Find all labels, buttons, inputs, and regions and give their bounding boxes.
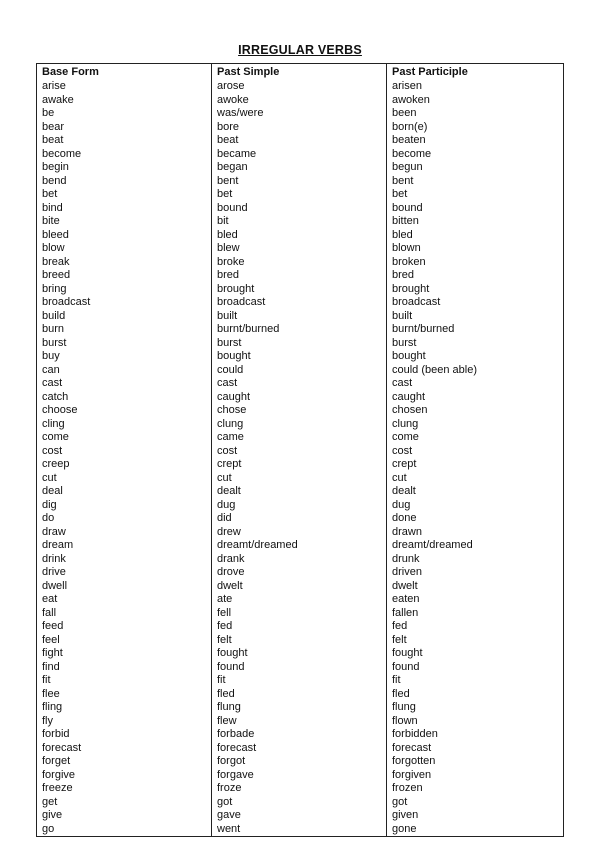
table-row (37, 188, 564, 202)
base-form-cell: arise (37, 80, 212, 94)
past-participle-cell: forgiven (387, 769, 564, 783)
base-form-cell: drink (37, 553, 212, 567)
page-title: IRREGULAR VERBS (238, 43, 362, 57)
past-participle-cell: could (been able) (387, 364, 564, 378)
past-simple-cell: fell (212, 607, 387, 621)
base-form-cell: fight (37, 647, 212, 661)
base-form-cell: bite (37, 215, 212, 229)
table-row (37, 769, 564, 783)
table-row (37, 418, 564, 432)
past-participle-cell: dug (387, 499, 564, 513)
table-row (37, 661, 564, 675)
past-participle-cell: fallen (387, 607, 564, 621)
table-row (37, 458, 564, 472)
irregular-verbs-table (36, 63, 564, 837)
base-form-cell: bind (37, 202, 212, 216)
past-participle-cell: drunk (387, 553, 564, 567)
past-participle-cell: bought (387, 350, 564, 364)
base-form-cell: forbid (37, 728, 212, 742)
base-form-cell: forgive (37, 769, 212, 783)
past-participle-cell: driven (387, 566, 564, 580)
past-simple-cell: caught (212, 391, 387, 405)
past-participle-cell: dreamt/dreamed (387, 539, 564, 553)
past-simple-cell: flung (212, 701, 387, 715)
past-participle-cell: beaten (387, 134, 564, 148)
past-simple-cell: dreamt/dreamed (212, 539, 387, 553)
table-row (37, 337, 564, 351)
table-row (37, 472, 564, 486)
base-form-cell: cling (37, 418, 212, 432)
past-participle-cell: bet (387, 188, 564, 202)
table-row (37, 215, 564, 229)
past-participle-cell: cut (387, 472, 564, 486)
past-participle-cell: drawn (387, 526, 564, 540)
base-form-cell: fit (37, 674, 212, 688)
table-row (37, 796, 564, 810)
table-row (37, 404, 564, 418)
table-row (37, 593, 564, 607)
table-row (37, 809, 564, 823)
table-row (37, 526, 564, 540)
table-row (37, 701, 564, 715)
past-simple-cell: ate (212, 593, 387, 607)
past-simple-cell: fed (212, 620, 387, 634)
table-row (37, 256, 564, 270)
table-row (37, 431, 564, 445)
table-row (37, 728, 564, 742)
past-simple-cell: became (212, 148, 387, 162)
table-row (37, 539, 564, 553)
past-participle-cell: born(e) (387, 121, 564, 135)
table-row (37, 269, 564, 283)
base-form-cell: can (37, 364, 212, 378)
base-form-cell: beat (37, 134, 212, 148)
past-participle-cell: flown (387, 715, 564, 729)
past-simple-cell: beat (212, 134, 387, 148)
past-simple-cell: dwelt (212, 580, 387, 594)
past-simple-cell: bit (212, 215, 387, 229)
table-row (37, 242, 564, 256)
past-simple-cell: broke (212, 256, 387, 270)
base-form-cell: eat (37, 593, 212, 607)
past-participle-cell: frozen (387, 782, 564, 796)
base-form-cell: cut (37, 472, 212, 486)
past-participle-cell: burnt/burned (387, 323, 564, 337)
past-participle-cell: bred (387, 269, 564, 283)
past-simple-cell: blew (212, 242, 387, 256)
past-simple-cell: crept (212, 458, 387, 472)
table-row (37, 161, 564, 175)
base-form-cell: buy (37, 350, 212, 364)
past-participle-cell: bitten (387, 215, 564, 229)
past-simple-cell: was/were (212, 107, 387, 121)
base-form-cell: do (37, 512, 212, 526)
base-form-cell: forget (37, 755, 212, 769)
past-simple-cell: froze (212, 782, 387, 796)
table-row (37, 634, 564, 648)
table-row (37, 553, 564, 567)
past-participle-cell: become (387, 148, 564, 162)
past-simple-cell: came (212, 431, 387, 445)
table-row (37, 229, 564, 243)
past-simple-cell: cast (212, 377, 387, 391)
past-participle-cell: been (387, 107, 564, 121)
past-simple-cell: did (212, 512, 387, 526)
past-participle-cell: done (387, 512, 564, 526)
past-simple-cell: went (212, 823, 387, 837)
table-row (37, 310, 564, 324)
past-simple-cell: fled (212, 688, 387, 702)
past-simple-cell: began (212, 161, 387, 175)
base-form-cell: begin (37, 161, 212, 175)
base-form-cell: come (37, 431, 212, 445)
base-form-cell: find (37, 661, 212, 675)
past-simple-cell: could (212, 364, 387, 378)
past-participle-cell: felt (387, 634, 564, 648)
past-simple-cell: burnt/burned (212, 323, 387, 337)
table-row (37, 80, 564, 94)
base-form-cell: dwell (37, 580, 212, 594)
past-simple-cell: bent (212, 175, 387, 189)
base-form-cell: cast (37, 377, 212, 391)
table-row (37, 499, 564, 513)
past-simple-cell: drank (212, 553, 387, 567)
base-form-cell: feel (37, 634, 212, 648)
past-simple-cell: built (212, 310, 387, 324)
past-simple-cell: got (212, 796, 387, 810)
base-form-cell: flee (37, 688, 212, 702)
past-participle-cell: awoken (387, 94, 564, 108)
past-simple-cell: fit (212, 674, 387, 688)
past-simple-cell: forbade (212, 728, 387, 742)
past-simple-cell: cost (212, 445, 387, 459)
base-form-cell: bring (37, 283, 212, 297)
past-participle-cell: fit (387, 674, 564, 688)
past-simple-cell: bred (212, 269, 387, 283)
past-participle-cell: dealt (387, 485, 564, 499)
past-participle-cell: brought (387, 283, 564, 297)
past-participle-cell: come (387, 431, 564, 445)
table-row (37, 566, 564, 580)
past-participle-cell: gone (387, 823, 564, 837)
past-participle-cell: forbidden (387, 728, 564, 742)
base-form-cell: forecast (37, 742, 212, 756)
base-form-cell: cost (37, 445, 212, 459)
table-row (37, 485, 564, 499)
base-form-cell: feed (37, 620, 212, 634)
past-participle-cell: blown (387, 242, 564, 256)
past-participle-cell: bled (387, 229, 564, 243)
base-form-cell: draw (37, 526, 212, 540)
past-simple-cell: forgave (212, 769, 387, 783)
past-participle-cell: clung (387, 418, 564, 432)
base-form-cell: bet (37, 188, 212, 202)
base-form-cell: bleed (37, 229, 212, 243)
past-simple-cell: found (212, 661, 387, 675)
past-participle-cell: flung (387, 701, 564, 715)
base-form-cell: blow (37, 242, 212, 256)
past-participle-cell: dwelt (387, 580, 564, 594)
table-row (37, 107, 564, 121)
table-row (37, 674, 564, 688)
base-form-cell: build (37, 310, 212, 324)
past-simple-cell: bought (212, 350, 387, 364)
table-row (37, 364, 564, 378)
past-simple-cell: drew (212, 526, 387, 540)
table-row (37, 283, 564, 297)
header-row (37, 64, 564, 81)
table-row (37, 134, 564, 148)
past-simple-cell: clung (212, 418, 387, 432)
base-form-cell: choose (37, 404, 212, 418)
past-simple-cell: bet (212, 188, 387, 202)
past-participle-cell: chosen (387, 404, 564, 418)
past-simple-cell: felt (212, 634, 387, 648)
table-row (37, 377, 564, 391)
base-form-cell: burn (37, 323, 212, 337)
base-form-cell: be (37, 107, 212, 121)
past-simple-cell: fought (212, 647, 387, 661)
base-form-cell: burst (37, 337, 212, 351)
table-row (37, 607, 564, 621)
table-row (37, 445, 564, 459)
table-row (37, 148, 564, 162)
base-form-cell: fly (37, 715, 212, 729)
table-row (37, 512, 564, 526)
base-form-cell: fall (37, 607, 212, 621)
past-participle-cell: crept (387, 458, 564, 472)
table-row (37, 121, 564, 135)
table-row (37, 296, 564, 310)
header-past-participle: Past Participle (387, 64, 564, 81)
past-participle-cell: caught (387, 391, 564, 405)
base-form-cell: breed (37, 269, 212, 283)
base-form-cell: dig (37, 499, 212, 513)
base-form-cell: deal (37, 485, 212, 499)
past-participle-cell: built (387, 310, 564, 324)
table-row (37, 647, 564, 661)
past-simple-cell: bore (212, 121, 387, 135)
table-row (37, 202, 564, 216)
base-form-cell: bear (37, 121, 212, 135)
table-row (37, 323, 564, 337)
past-participle-cell: broken (387, 256, 564, 270)
past-participle-cell: begun (387, 161, 564, 175)
past-simple-cell: chose (212, 404, 387, 418)
past-simple-cell: forecast (212, 742, 387, 756)
past-participle-cell: fought (387, 647, 564, 661)
base-form-cell: break (37, 256, 212, 270)
past-simple-cell: cut (212, 472, 387, 486)
table-row (37, 620, 564, 634)
past-participle-cell: fed (387, 620, 564, 634)
table-row (37, 350, 564, 364)
past-participle-cell: got (387, 796, 564, 810)
past-participle-cell: cost (387, 445, 564, 459)
base-form-cell: awake (37, 94, 212, 108)
past-participle-cell: bound (387, 202, 564, 216)
past-participle-cell: eaten (387, 593, 564, 607)
table-row (37, 688, 564, 702)
past-participle-cell: fled (387, 688, 564, 702)
base-form-cell: become (37, 148, 212, 162)
table-row (37, 580, 564, 594)
past-simple-cell: forgot (212, 755, 387, 769)
past-simple-cell: flew (212, 715, 387, 729)
base-form-cell: catch (37, 391, 212, 405)
past-participle-cell: forecast (387, 742, 564, 756)
verb-rows (37, 80, 564, 837)
base-form-cell: go (37, 823, 212, 837)
past-simple-cell: burst (212, 337, 387, 351)
past-participle-cell: found (387, 661, 564, 675)
past-simple-cell: drove (212, 566, 387, 580)
past-simple-cell: brought (212, 283, 387, 297)
base-form-cell: get (37, 796, 212, 810)
header-base-form: Base Form (37, 64, 212, 81)
table-row (37, 391, 564, 405)
past-participle-cell: arisen (387, 80, 564, 94)
header-past-simple: Past Simple (212, 64, 387, 81)
table-row (37, 823, 564, 837)
base-form-cell: fling (37, 701, 212, 715)
past-participle-cell: burst (387, 337, 564, 351)
table-row (37, 715, 564, 729)
past-participle-cell: cast (387, 377, 564, 391)
base-form-cell: broadcast (37, 296, 212, 310)
past-simple-cell: gave (212, 809, 387, 823)
table-row (37, 782, 564, 796)
base-form-cell: dream (37, 539, 212, 553)
base-form-cell: drive (37, 566, 212, 580)
table-row (37, 755, 564, 769)
base-form-cell: creep (37, 458, 212, 472)
past-simple-cell: bound (212, 202, 387, 216)
table-row (37, 742, 564, 756)
base-form-cell: give (37, 809, 212, 823)
past-participle-cell: bent (387, 175, 564, 189)
table-row (37, 94, 564, 108)
past-simple-cell: dealt (212, 485, 387, 499)
past-simple-cell: awoke (212, 94, 387, 108)
past-simple-cell: dug (212, 499, 387, 513)
past-simple-cell: bled (212, 229, 387, 243)
past-simple-cell: arose (212, 80, 387, 94)
past-simple-cell: broadcast (212, 296, 387, 310)
base-form-cell: freeze (37, 782, 212, 796)
table-row (37, 175, 564, 189)
past-participle-cell: forgotten (387, 755, 564, 769)
base-form-cell: bend (37, 175, 212, 189)
past-participle-cell: broadcast (387, 296, 564, 310)
past-participle-cell: given (387, 809, 564, 823)
